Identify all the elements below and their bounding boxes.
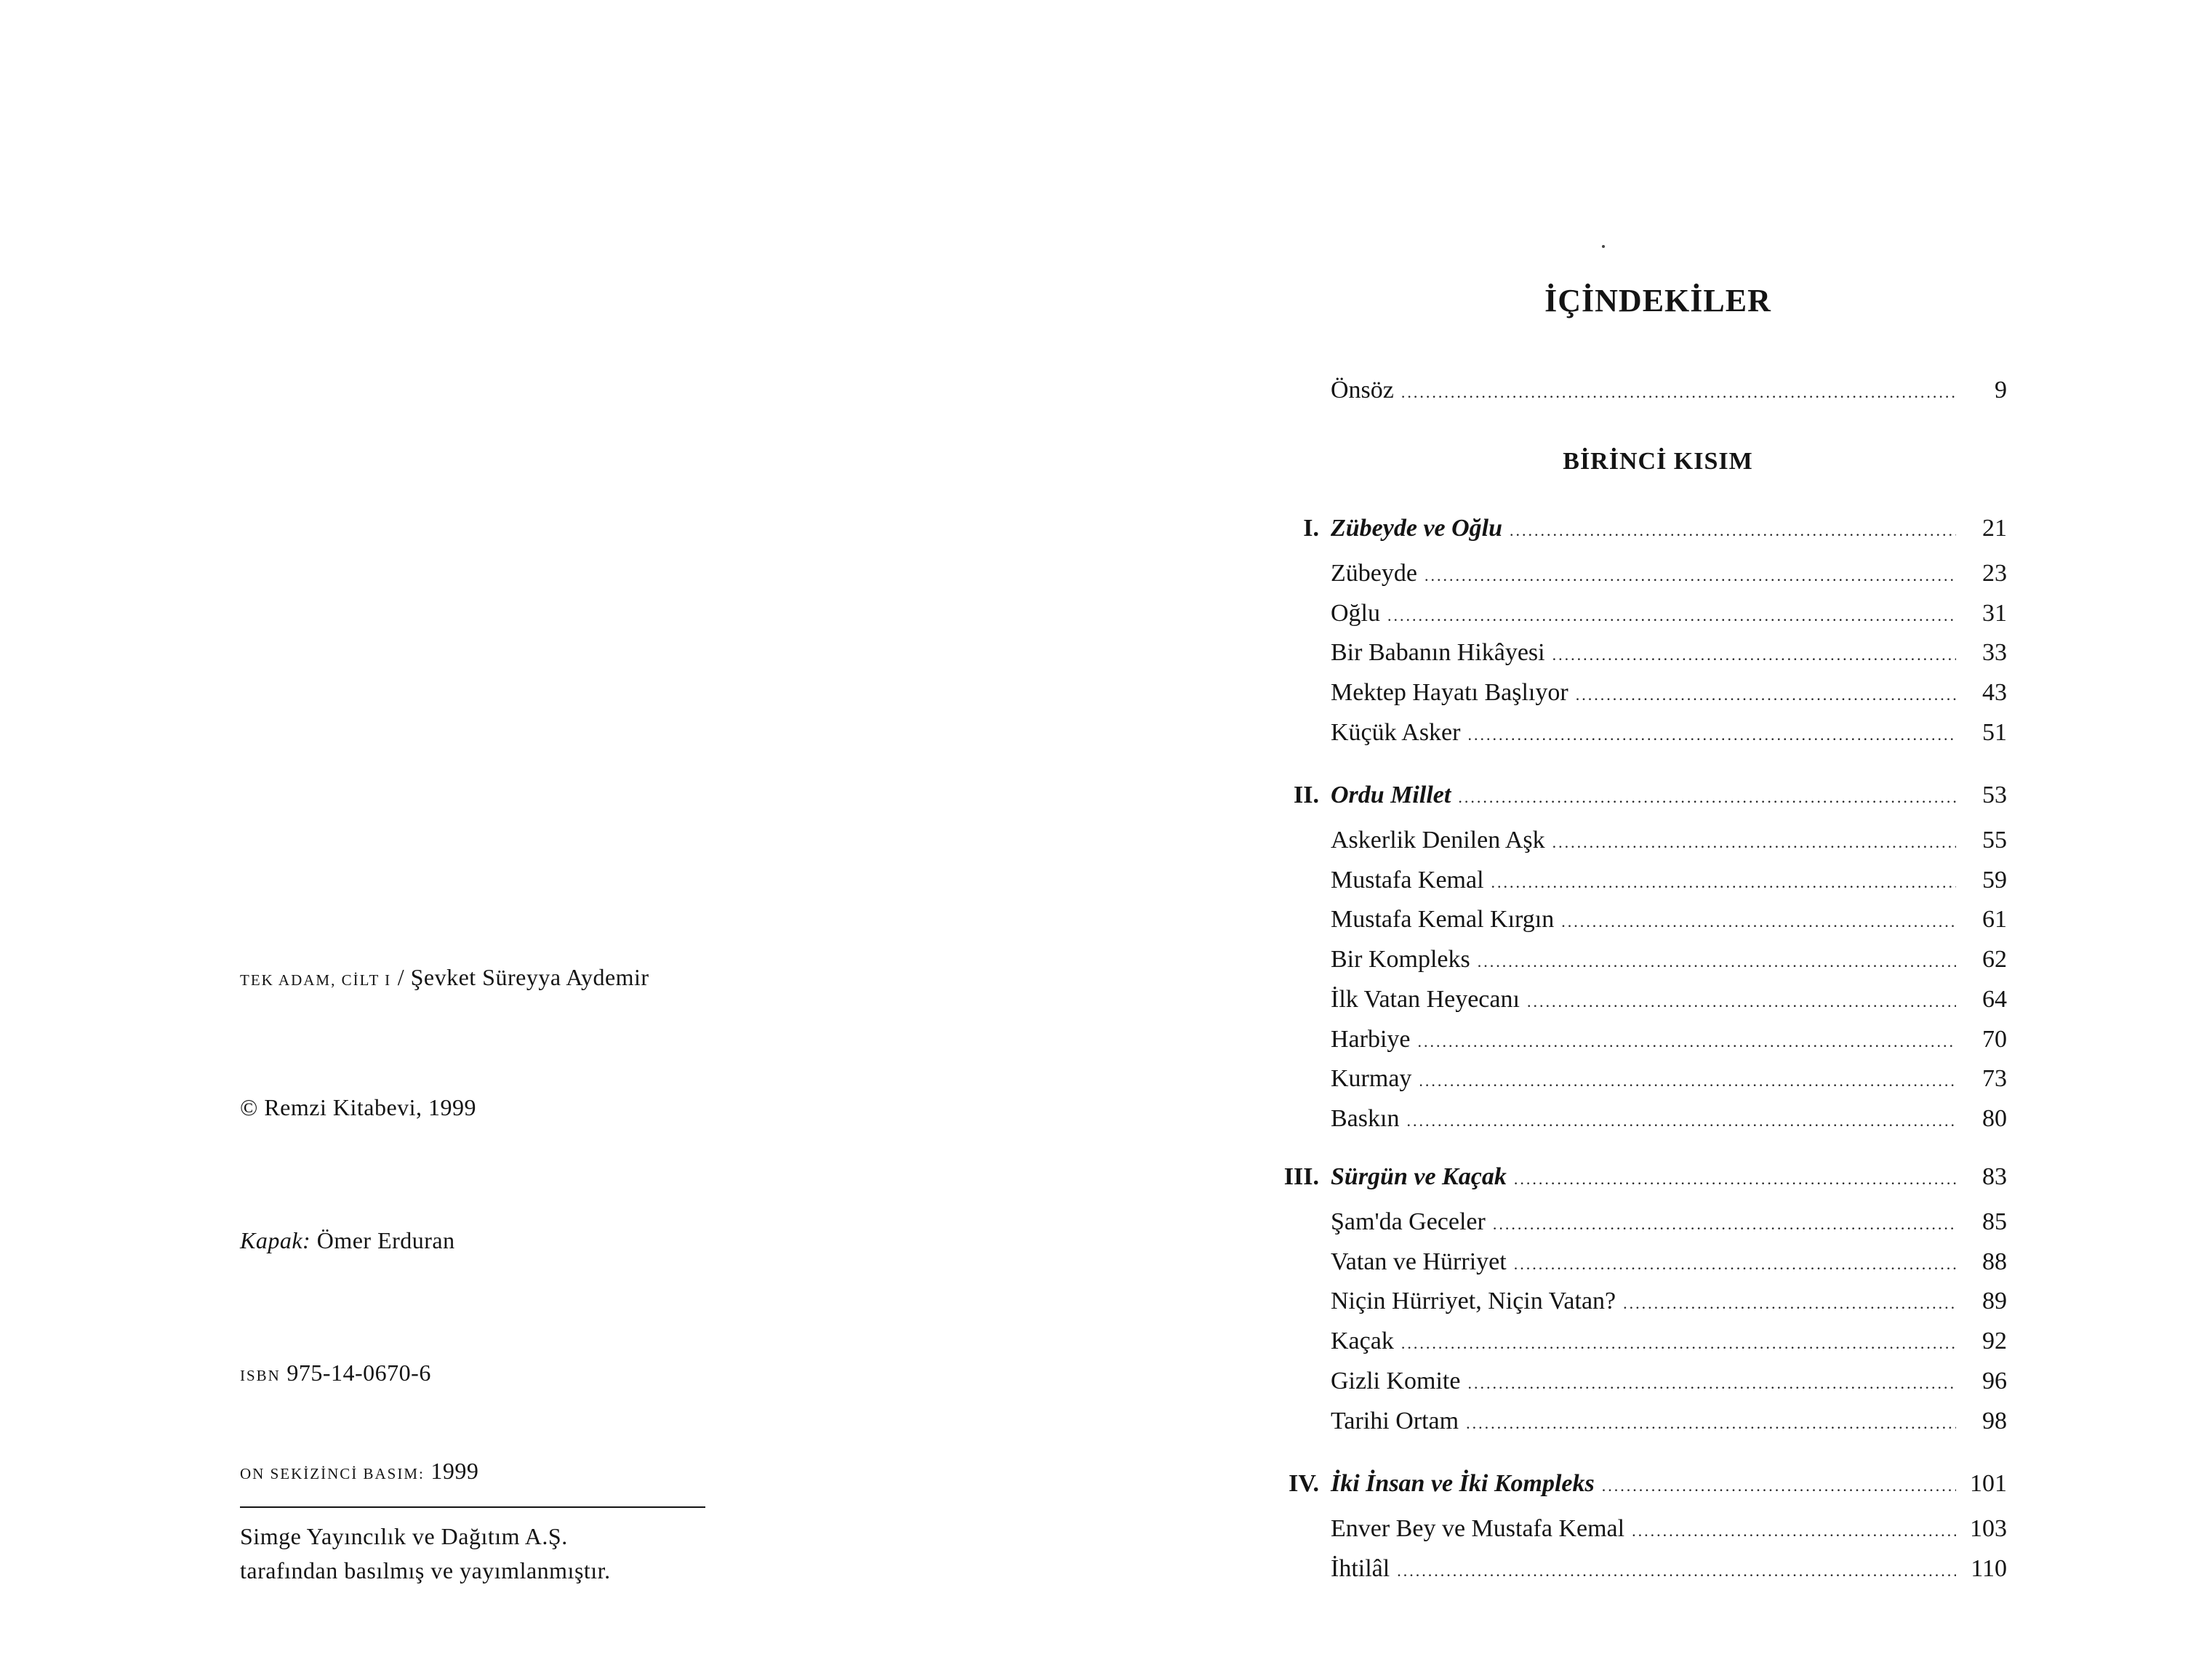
entry-title: Bir Babanın Hikâyesi (1331, 639, 1545, 666)
page-number: 21 (1982, 515, 2007, 542)
page-number: 59 (1982, 867, 2007, 894)
toc-entry[interactable] (1229, 560, 2007, 595)
dot-leader (1401, 1334, 1956, 1353)
dot-leader (1406, 1112, 1956, 1131)
toc-entry[interactable] (1229, 679, 2007, 714)
author-name: / Şevket Süreyya Aydemir (397, 964, 649, 990)
page-number: 23 (1982, 560, 2007, 587)
dot-leader (1491, 873, 1956, 892)
toc-entry[interactable] (1229, 867, 2007, 902)
dot-leader (1527, 992, 1956, 1011)
entry-title: Askerlik Denilen Aşk (1331, 827, 1545, 854)
dot-leader (1397, 1562, 1956, 1581)
page-number: 51 (1982, 719, 2007, 746)
dot-leader (1467, 1374, 1956, 1393)
page-number: 96 (1982, 1368, 2007, 1394)
dot-leader (1602, 1477, 1956, 1496)
page-number: 83 (1982, 1163, 2007, 1190)
page-number: 98 (1982, 1408, 2007, 1434)
copyright-line: © Remzi Kitabevi, 1999 (240, 1094, 477, 1120)
toc-entry[interactable] (1229, 1208, 2007, 1243)
dot-leader (1576, 686, 1956, 704)
toc-entry[interactable] (1229, 946, 2007, 981)
dot-leader (1493, 1215, 1956, 1234)
dot-leader (1514, 1170, 1956, 1189)
chapter-title: İki İnsan ve İki Kompleks (1331, 1470, 1595, 1497)
chapter-number: III. (1283, 1163, 1319, 1190)
toc-entry-preface[interactable] (1229, 377, 2007, 412)
toc-entry[interactable] (1229, 827, 2007, 862)
toc-chapter[interactable] (1229, 1470, 2007, 1505)
toc-chapter[interactable] (1229, 515, 2007, 550)
edition-line (240, 1458, 478, 1485)
cover-artist: Ömer Erduran (316, 1227, 455, 1253)
cover-label: Kapak: (240, 1227, 311, 1253)
page-number: 101 (1970, 1470, 2007, 1497)
toc-entry[interactable] (1229, 1065, 2007, 1100)
page-number: 9 (1995, 377, 2007, 404)
entry-title: Kaçak (1331, 1328, 1394, 1354)
page-number: 62 (1982, 946, 2007, 973)
page-number: 64 (1982, 986, 2007, 1013)
print-speck (1602, 245, 1605, 248)
page-number: 61 (1982, 906, 2007, 933)
part-title: BİRİNCİ KISIM (1563, 448, 1753, 475)
isbn-label: ISBN (240, 1367, 281, 1384)
page-number: 70 (1982, 1026, 2007, 1053)
edition-label: ON SEKİZİNCİ BASIM: (240, 1465, 425, 1482)
chapter-number: II. (1294, 782, 1319, 808)
entry-title: İhtilâl (1331, 1555, 1390, 1582)
entry-title: Tarihi Ortam (1331, 1408, 1459, 1434)
page-number: 31 (1982, 600, 2007, 627)
chapter-number: IV. (1289, 1470, 1319, 1497)
page-number: 88 (1982, 1248, 2007, 1275)
dot-leader (1458, 788, 1956, 807)
entry-title: Baskın (1331, 1105, 1400, 1132)
page-number: 92 (1982, 1328, 2007, 1354)
page-number: 43 (1982, 679, 2007, 706)
page-number: 85 (1982, 1208, 2007, 1235)
toc-entry[interactable] (1229, 1408, 2007, 1442)
dot-leader (1514, 1255, 1956, 1274)
dot-leader (1623, 1294, 1956, 1313)
dot-leader (1467, 726, 1956, 744)
toc-entry[interactable] (1229, 906, 2007, 941)
toc-entry[interactable] (1229, 719, 2007, 754)
entry-title: Mektep Hayatı Başlıyor (1331, 679, 1568, 706)
book-title: TEK ADAM, CİLT I (240, 971, 392, 989)
page-number: 80 (1982, 1105, 2007, 1132)
dot-leader (1632, 1522, 1956, 1541)
dot-leader (1478, 952, 1956, 971)
isbn-line (240, 1360, 431, 1386)
dot-leader (1387, 606, 1956, 625)
toc-chapter[interactable] (1229, 1163, 2007, 1198)
dot-leader (1552, 833, 1956, 852)
dot-leader (1424, 566, 1956, 585)
page-number: 73 (1982, 1065, 2007, 1092)
dot-leader (1419, 1072, 1956, 1091)
imprint-divider (240, 1506, 705, 1508)
entry-title: Enver Bey ve Mustafa Kemal (1331, 1515, 1625, 1542)
entry-title: Vatan ve Hürriyet (1331, 1248, 1507, 1275)
page-number: 110 (1971, 1555, 2007, 1582)
entry-title: Kurmay (1331, 1065, 1412, 1092)
toc-entry[interactable] (1229, 986, 2007, 1021)
toc-entry[interactable] (1229, 1555, 2007, 1590)
dot-leader (1466, 1414, 1956, 1433)
toc-entry[interactable] (1229, 1288, 2007, 1322)
toc-chapter[interactable] (1229, 782, 2007, 816)
toc-entry[interactable] (1229, 1248, 2007, 1283)
toc-entry[interactable] (1229, 600, 2007, 635)
dot-leader (1418, 1032, 1956, 1051)
entry-title: Gizli Komite (1331, 1368, 1461, 1394)
entry-title: Önsöz (1331, 377, 1394, 404)
page-number: 53 (1982, 782, 2007, 808)
toc-entry[interactable] (1229, 1026, 2007, 1061)
dot-leader (1510, 521, 1956, 540)
chapter-title: Sürgün ve Kaçak (1331, 1163, 1507, 1190)
entry-title: Küçük Asker (1331, 719, 1461, 746)
edition-year: 1999 (430, 1458, 479, 1484)
entry-title: Harbiye (1331, 1026, 1411, 1053)
page-number: 89 (1982, 1288, 2007, 1314)
dot-leader (1401, 383, 1956, 402)
toc-entry[interactable] (1229, 1515, 2007, 1550)
toc-entry[interactable] (1229, 639, 2007, 674)
entry-title: Şam'da Geceler (1331, 1208, 1486, 1235)
entry-title: Niçin Hürriyet, Niçin Vatan? (1331, 1288, 1616, 1314)
publisher-line-1: Simge Yayıncılık ve Dağıtım A.Ş. (240, 1523, 568, 1549)
toc-entry[interactable] (1229, 1105, 2007, 1140)
entry-title: Oğlu (1331, 600, 1380, 627)
publisher-line-2: tarafından basılmış ve yayımlanmıştır. (240, 1557, 611, 1583)
isbn-number: 975-14-0670-6 (286, 1360, 431, 1386)
cover-credit (240, 1227, 455, 1254)
imprint-title-line (240, 964, 649, 991)
page-number: 103 (1970, 1515, 2007, 1542)
dot-leader (1552, 646, 1956, 665)
toc-entry[interactable] (1229, 1328, 2007, 1362)
toc-title: İÇİNDEKİLER (1544, 283, 1771, 318)
page-number: 33 (1982, 639, 2007, 666)
page-number: 55 (1982, 827, 2007, 854)
toc-entry[interactable] (1229, 1368, 2007, 1402)
entry-title: Bir Kompleks (1331, 946, 1470, 973)
chapter-number: I. (1303, 515, 1319, 542)
chapter-title: Zübeyde ve Oğlu (1331, 515, 1503, 542)
entry-title: Zübeyde (1331, 560, 1417, 587)
entry-title: Mustafa Kemal Kırgın (1331, 906, 1555, 933)
entry-title: İlk Vatan Heyecanı (1331, 986, 1520, 1013)
entry-title: Mustafa Kemal (1331, 867, 1484, 894)
chapter-title: Ordu Millet (1331, 782, 1451, 808)
dot-leader (1561, 912, 1956, 931)
